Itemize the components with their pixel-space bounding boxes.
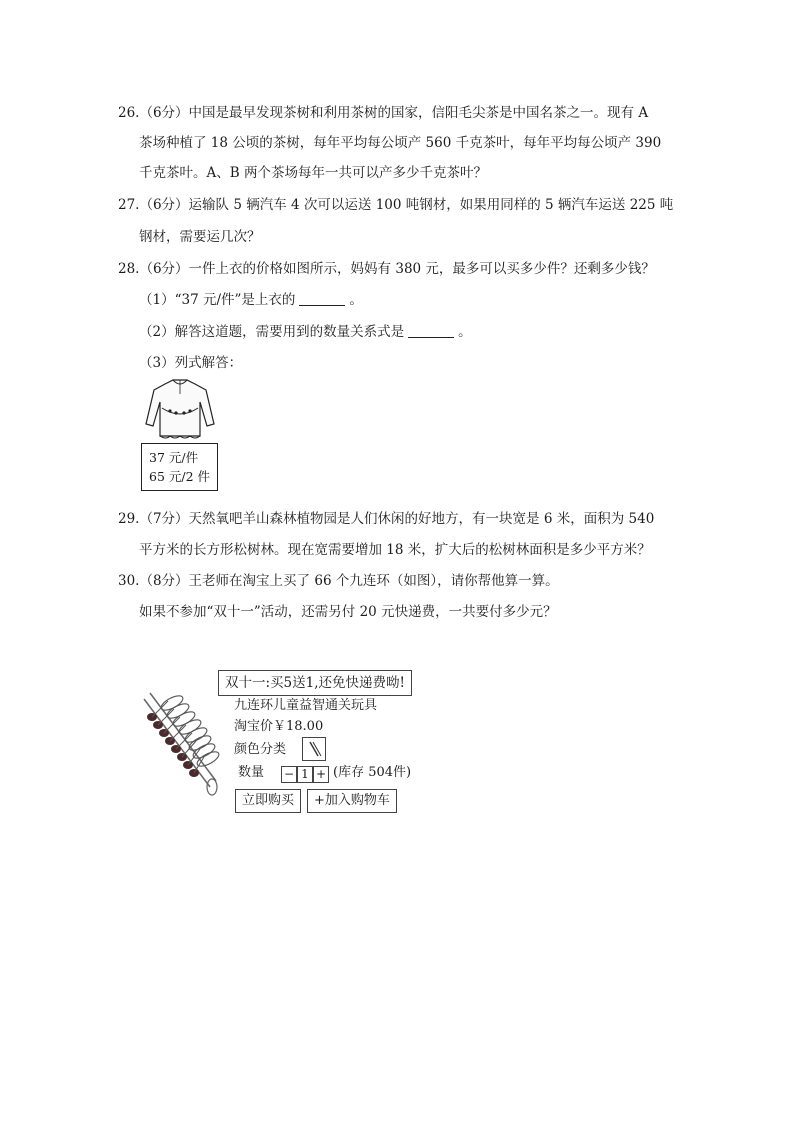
q28-sub2-blank[interactable] [408, 323, 454, 338]
color-label: 颜色分类 [234, 742, 287, 757]
q26-line2: 茶场种植了 18 公顷的茶树，每年平均每公顷产 560 千克茶叶，每年平均每公顷产 390 [139, 135, 662, 151]
qty-value[interactable]: 1 [297, 766, 313, 783]
promo-banner: 双十一:买5送1,还免快递费呦! [218, 670, 412, 696]
nine-rings-toy-image [138, 683, 224, 799]
price-tag-line2: 65 元/2 件 [149, 469, 211, 484]
q28-sub2-text: （2）解答这道题，需要用到的数量关系式是 [139, 324, 405, 340]
buy-now-button[interactable]: 立即购买 [235, 789, 301, 813]
qty-minus-button[interactable]: − [281, 766, 297, 783]
q28-sub1-blank[interactable] [299, 291, 345, 306]
rings-thumbnail-icon [303, 738, 325, 760]
qty-plus-button[interactable]: + [313, 766, 329, 783]
add-to-cart-button[interactable]: +加入购物车 [307, 789, 397, 813]
q26-line1: 26.（6分）中国是最早发现茶树和利用茶树的国家，信阳毛尖茶是中国名茶之一。现有 A [118, 105, 649, 121]
stock-info: (库存 504件) [333, 765, 412, 780]
color-option[interactable] [302, 737, 326, 761]
product-price: 淘宝价￥18.00 [234, 719, 324, 734]
price-tag [141, 443, 218, 491]
q29-line2: 平方米的长方形松树林。现在宽需要增加 18 米，扩大后的松树林面积是多少平方米？ [139, 542, 651, 558]
q26-line3: 千克茶叶。A、B 两个茶场每年一共可以产多少千克茶叶？ [139, 165, 487, 181]
price-tag-line1: 37 元/件 [149, 450, 199, 465]
q28-sub1-text: （1）“37 元/件”是上衣的 [139, 292, 296, 308]
q28-sub2-end: 。 [458, 324, 472, 340]
product-name: 九连环儿童益智通关玩具 [234, 698, 378, 713]
q28-sub3: （3）列式解答： [139, 355, 243, 371]
q27-line2: 钢材，需要运几次？ [139, 229, 261, 245]
quantity-label: 数量 [238, 765, 265, 780]
q27-line1: 27.（6分）运输队 5 辆汽车 4 次可以运送 100 吨钢材，如果用同样的 5 辆汽车运送 225 吨 [118, 197, 674, 213]
q28-sub1-end: 。 [349, 292, 363, 308]
q29-line1: 29.（7分）天然氧吧羊山森林植物园是人们休闲的好地方，有一块宽是 6 米，面积为 540 [118, 511, 655, 527]
q30-line1: 30.（8分）王老师在淘宝上买了 66 个九连环（如图），请你帮他算一算。 [118, 573, 559, 589]
quantity-stepper [281, 764, 329, 781]
shirt-illustration [140, 378, 220, 442]
q30-line2: 如果不参加“双十一”活动，还需另付 20 元快递费，一共要付多少元？ [139, 604, 557, 620]
q28-sub2 [139, 322, 472, 342]
q28-sub1 [139, 290, 363, 310]
q28-line1: 28.（6分）一件上衣的价格如图所示，妈妈有 380 元，最多可以买多少件？还剩多少钱？ [118, 261, 655, 277]
